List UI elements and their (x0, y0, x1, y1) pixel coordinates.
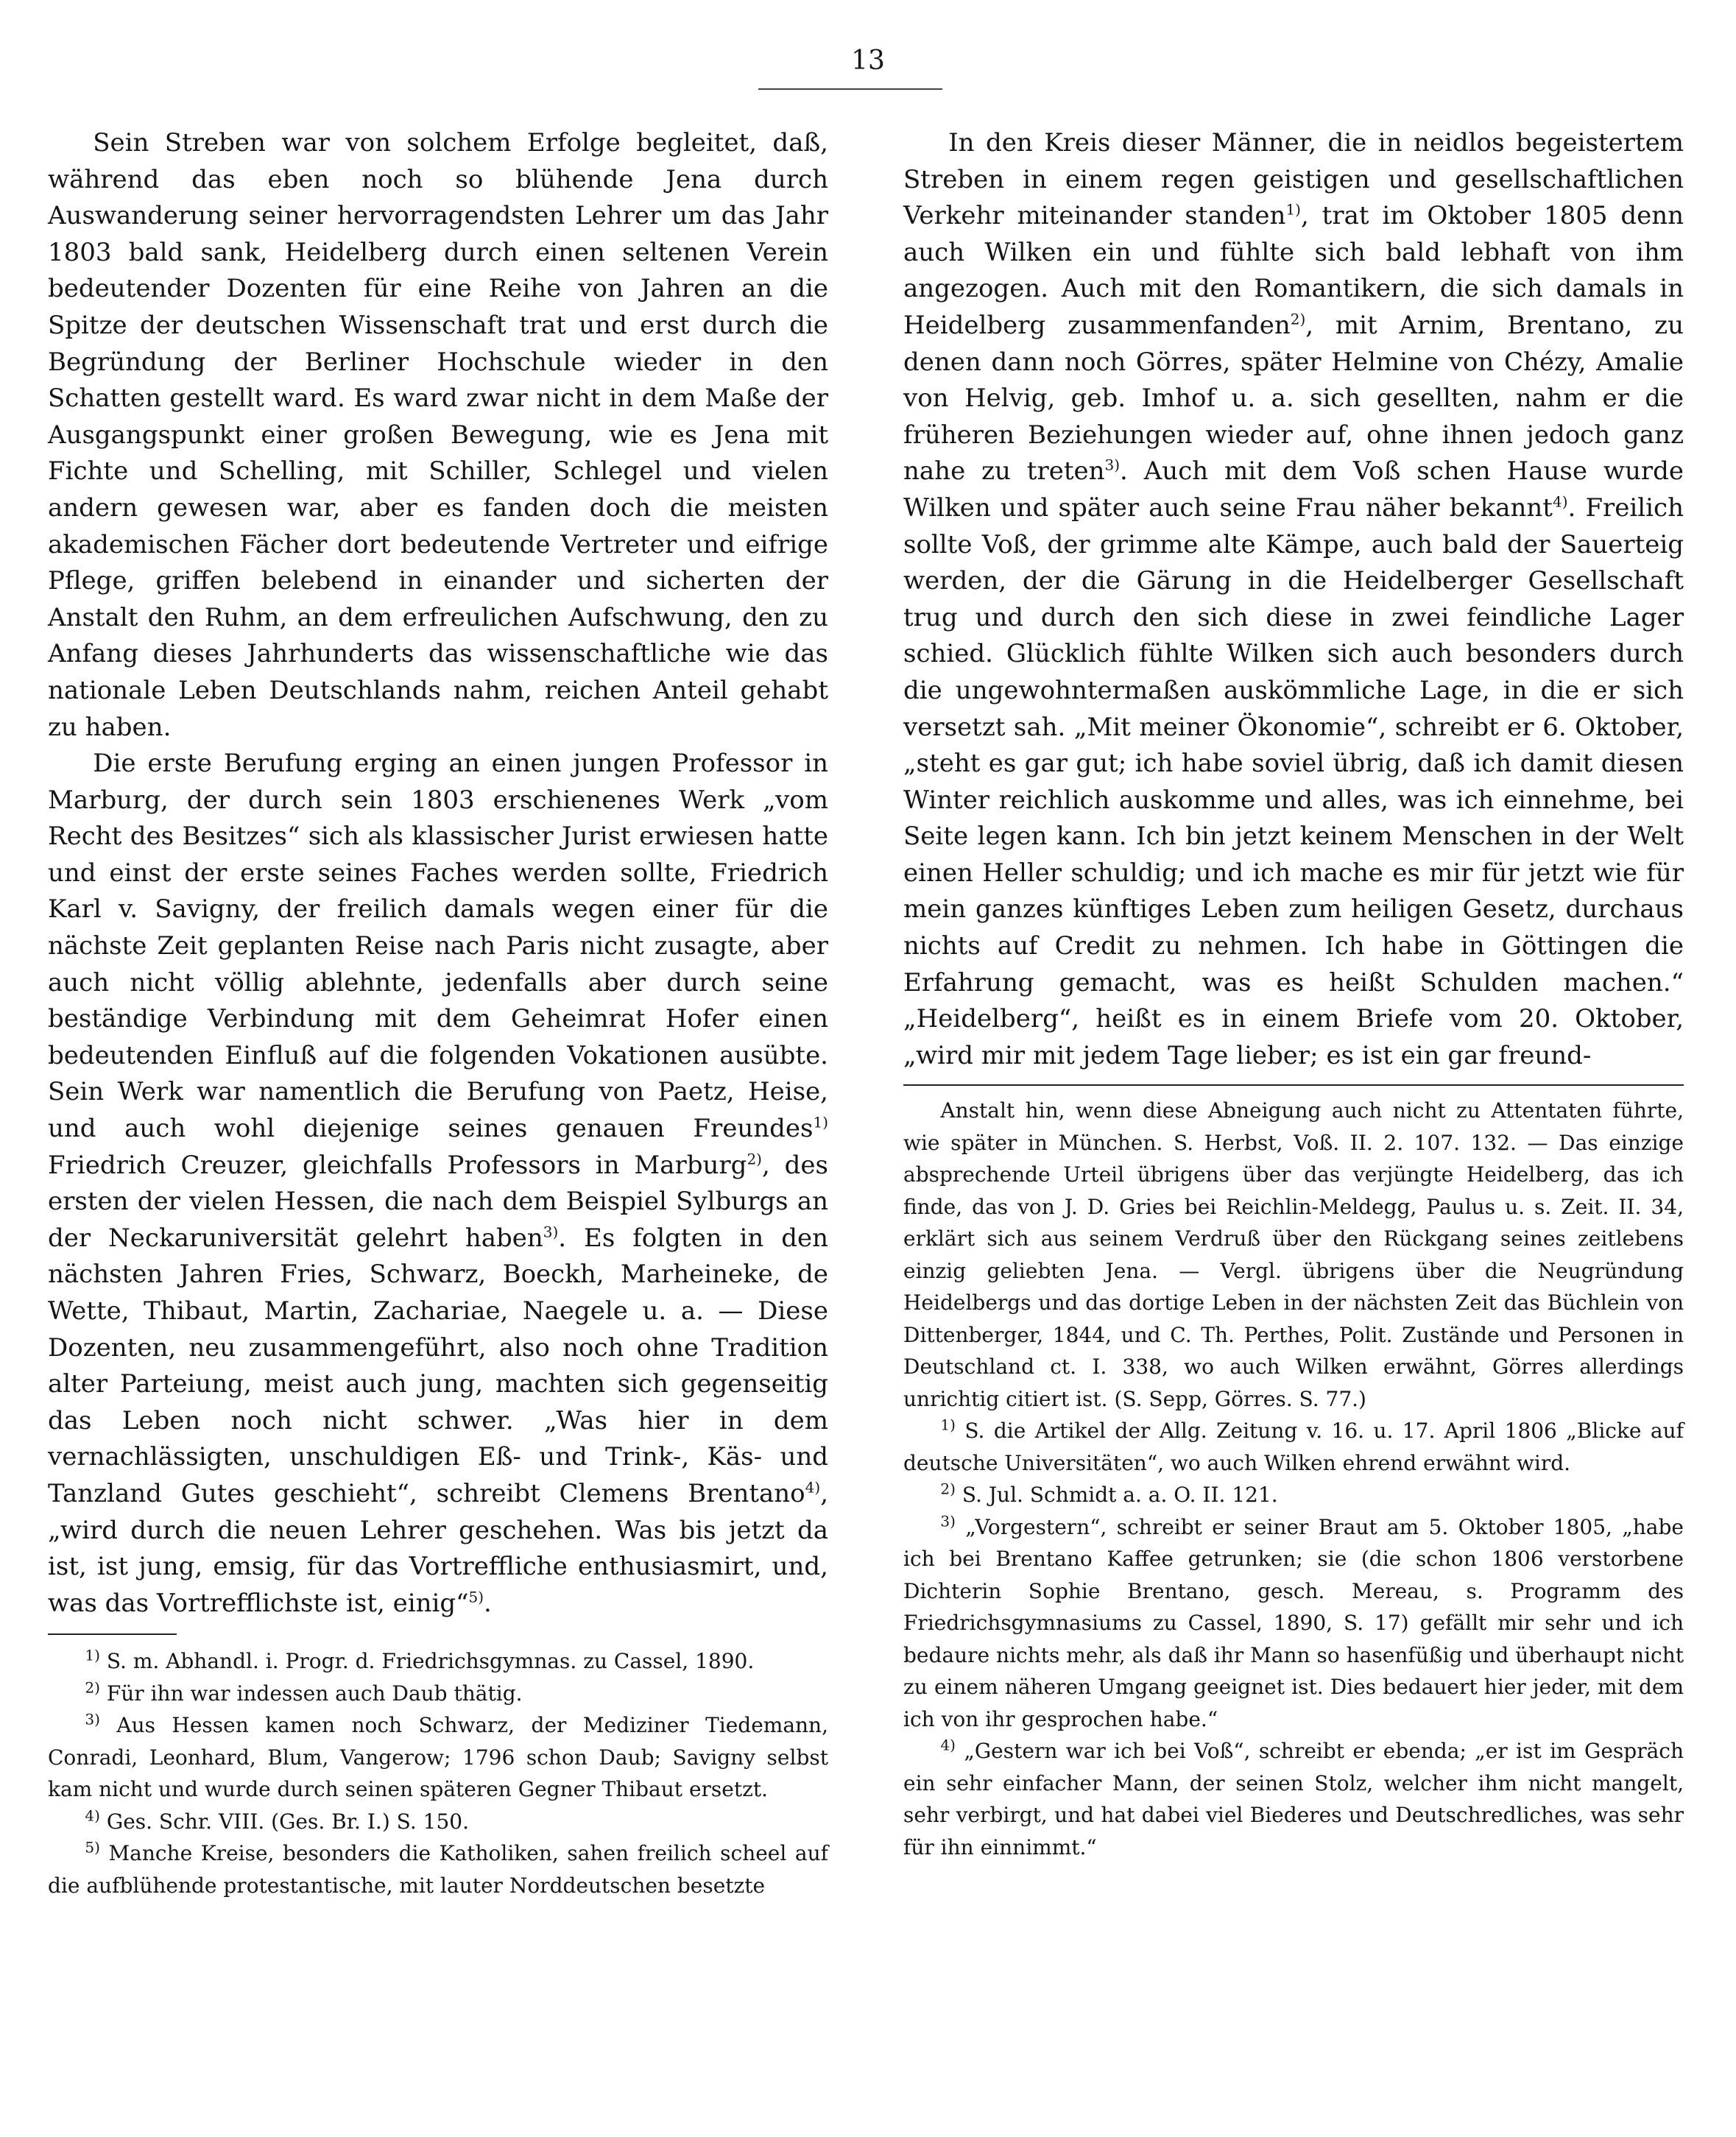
left-paragraph-1: Sein Streben war von solchem Erfolge begleitet, daß, während das eben noch so blühende Jena durch Auswanderung seiner hervorragendsten Lehrer um das Jahr 1803 bald sank, Heidelberg durch einen seltenen Verein bedeutender Dozenten für eine Reihe von Jahren an die Spitze der deutschen Wissenschaft trat und erst durch die Begründung der Berliner Hochschule wieder in den Schatten gestellt ward. Es ward zwar nicht in dem Maße der Ausgangspunkt einer großen Bewegung, wie es Jena mit Fichte und Schelling, mit Schiller, Schlegel und vielen andern gewesen war, aber es fanden doch die meisten akademischen Fächer dort bedeutende Vertreter und eifrige Pflege, griffen belebend in einander und sicherten der Anstalt den Ruhm, an dem erfreulichen Aufschwung, den zu Anfang dieses Jahrhunderts das wissenschaftliche wie das nationale Leben Deutschlands nahm, reichen Anteil gehabt zu haben. (48, 128, 828, 742)
left-paragraph-2-text-b: Friedrich Creuzer, gleichfalls Professors in Marburg (48, 1150, 747, 1180)
page-number: 13 (851, 46, 885, 76)
footnote-rule-right (903, 1084, 1684, 1086)
footnote-mark: 1) (940, 1416, 956, 1435)
left-paragraph-2-text-c: , des ersten der vielen Hessen, die nach dem Beispiel Sylburgs an der Neckaruniversität gelehrt haben (48, 1150, 828, 1253)
footnote-rule-left (48, 1633, 177, 1635)
footnote-text: S. die Artikel der Allg. Zeitung v. 16. u. 17. April 1806 „Blicke auf deutsche Universitäten“, wo auch Wilken ehrend erwähnt wird. (903, 1419, 1684, 1475)
footnote-right-3 (903, 1511, 1684, 1736)
header-rule (758, 88, 942, 90)
footnote-ref-3: 3) (543, 1223, 559, 1241)
footnote-mark: 3) (85, 1711, 100, 1729)
left-paragraph-2 (48, 746, 828, 1622)
footnote-mark: 2) (940, 1480, 956, 1499)
footnote-text: S. Jul. Schmidt a. a. O. II. 121. (961, 1483, 1278, 1508)
footnote-text: Manche Kreise, besonders die Katholiken, sahen freilich scheel auf die aufblühende protestantische, mit lauter Norddeutschen besetzte (48, 1841, 828, 1898)
footnote-mark: 2) (85, 1678, 100, 1697)
right-paragraph-1-text-d: . Auch mit dem Voß schen Hause wurde Wilken und später auch seine Frau näher bekannt (903, 456, 1684, 523)
left-paragraph-2-text-a: Die erste Berufung erging an einen jungen Professor in Marburg, der durch sein 1803 erschienenes Werk „vom Recht des Besitzes“ sich als klassischer Jurist erwiesen hatte und einst der erste seines Faches werden sollte, Friedrich Karl v. Savigny, der freilich damals wegen einer für die nächste Zeit geplanten Reise nach Paris nicht zusagte, aber auch nicht völlig ablehnte, jedenfalls aber durch seine beständige Verbindung mit dem Geheimrat Hofer einen bedeutenden Einfluß auf die folgenden Vokationen ausübte. Sein Werk war namentlich die Berufung von Paetz, Heise, und auch wohl diejenige seines genauen Freundes (48, 749, 828, 1144)
right-paragraph-1-text-b: , trat im Oktober 1805 denn auch Wilken ein und fühlte sich bald lebhaft von ihm angezogen. Auch mit den Romantikern, die sich damals in Heidelberg zusammenfanden (903, 201, 1684, 340)
footnote-ref-4: 4) (805, 1478, 821, 1497)
footnote-text: „Gestern war ich bei Voß“, schreibt er ebenda; „er ist im Gespräch ein sehr einfacher Mann, der seinen Stolz, welcher ihm nicht mangelt, sehr verbirgt, und hat dabei viel Biederes und Deutschredliches, was sehr für ihn einnimmt.“ (903, 1739, 1684, 1859)
footnote-ref-5: 5) (468, 1588, 484, 1606)
footnote-ref-1: 1) (813, 1113, 828, 1131)
footnote-left-4 (48, 1806, 828, 1838)
right-column (903, 125, 1684, 1863)
right-paragraph-1 (903, 125, 1684, 1074)
footnote-mark: 5) (85, 1839, 100, 1857)
right-paragraph-1-text-e: . Freilich sollte Voß, der grimme alte Kämpe, auch bald der Sauerteig werden, der die Gärung in die Heidelberger Gesellschaft trug und durch den sich diese in zwei feindliche Lager schied. Glücklich fühlte Wilken sich auch besonders durch die ungewohntermaßen auskömmliche Lage, in die er sich versetzt sah. „Mit meiner Ökonomie“, schreibt er 6. Oktober, „steht es gar gut; ich habe soviel übrig, daß ich damit diesen Winter reichlich auskomme und alles, was ich einnehme, bei Seite legen kann. Ich bin jetzt keinem Menschen in der Welt einen Heller schuldig; und ich mache es mir für jetzt wie für mein ganzes künftiges Leben zum heiligen Gesetz, durchaus nichts auf Credit zu nehmen. Ich habe in Göttingen die Erfahrung gemacht, was es heißt Schulden machen.“ „Heidelberg“, heißt es in einem Briefe vom 20. Oktober, „wird mir mit jedem Tage lieber; es ist ein gar freund- (903, 492, 1684, 1070)
footnote-left-5 (48, 1837, 828, 1901)
footnotes-left (48, 1645, 828, 1901)
footnote-mark: 4) (940, 1737, 956, 1755)
left-paragraph-2-text-f: . (484, 1588, 492, 1618)
left-paragraph-2-text-d: . Es folgten in den nächsten Jahren Fries, Schwarz, Boeckh, Marheineke, de Wette, Thibaut, Martin, Zachariae, Naegele u. a. — Diese Dozenten, neu zusammengeführt, also noch ohne Tradition alter Parteiung, meist auch jung, machten sich gegenseitig das Leben noch nicht schwer. „Was hier in dem vernachlässigten, unschuldigen Eß- und Trink-, Käs- und Tanzland Gutes geschieht“, schreibt Clemens Brentano (48, 1223, 828, 1508)
footnote-ref-1: 1) (1285, 200, 1301, 219)
footnote-text: Ges. Schr. VIII. (Ges. Br. I.) S. 150. (106, 1809, 469, 1834)
left-column (48, 125, 828, 1901)
footnote-text: „Vorgestern“, schreibt er seiner Braut am 5. Oktober 1805, „habe ich bei Brentano Kaffee getrunken; sie (die schon 1806 verstorbene Dichterin Sophie Brentano, gesch. Mereau, s. Programm des Friedrichsgymnasiums zu Cassel, 1890, S. 17) gefällt mir sehr und ich bedaure nichts mehr, als daß ihr Mann so hasenfüßig und überhaupt nicht zu einem näheren Umgang geeignet ist. Dies bedauert hier jeder, mit dem ich von ihr gesprochen habe.“ (903, 1514, 1684, 1731)
footnote-ref-2: 2) (1290, 310, 1306, 328)
footnote-ref-3: 3) (1104, 456, 1121, 475)
footnote-left-1 (48, 1645, 828, 1678)
footnote-text: Aus Hessen kamen noch Schwarz, der Mediziner Tiedemann, Conradi, Leonhard, Blum, Vangerow; 1796 schon Daub; Savigny selbst kam nicht und wurde durch seinen späteren Gegner Thibaut ersetzt. (48, 1713, 828, 1802)
left-paragraph-2-text-e: , „wird durch die neuen Lehrer geschehen. Was bis jetzt da ist, ist jung, emsig, für das Vortreffliche enthusiasmirt, und, was das Vortrefflichste ist, einig“ (48, 1478, 828, 1618)
footnote-continuation: Anstalt hin, wenn diese Abneigung auch nicht zu Attentaten führte, wie später in München. S. Herbst, Voß. II. 2. 107. 132. — Das einzige absprechende Urteil übrigens über das verjüngte Heidelberg, das ich finde, das von J. D. Gries bei Reichlin-Meldegg, Paulus u. s. Zeit. II. 34, erklärt sich aus seinem Verdruß über den Rückgang seines zeitlebens einzig geliebten Jena. — Vergl. übrigens über die Neugründung Heidelbergs und das dortige Leben in der nächsten Zeit das Büchlein von Dittenberger, 1844, und C. Th. Perthes, Polit. Zustände und Personen in Deutschland ct. I. 338, wo auch Wilken erwähnt, Görres allerdings unrichtig citiert ist. (S. Sepp, Görres. S. 77.) (903, 1098, 1684, 1411)
right-paragraph-1-text-a: In den Kreis dieser Männer, die in neidlos begeistertem Streben in einem regen geistigen und gesellschaftlichen Verkehr miteinander standen (903, 128, 1684, 231)
footnote-left-3 (48, 1709, 828, 1806)
footnote-text: S. m. Abhandl. i. Progr. d. Friedrichsgymnas. zu Cassel, 1890. (106, 1649, 755, 1674)
footnote-right-4 (903, 1735, 1684, 1863)
footnote-ref-2: 2) (747, 1150, 762, 1168)
footnotes-right (903, 1095, 1684, 1863)
footnote-right-2 (903, 1479, 1684, 1511)
right-paragraph-1-text-c: , mit Arnim, Brentano, zu denen dann noch Görres, später Helmine von Chézy, Amalie von Helvig, geb. Imhof u. a. sich gesellten, nahm er die früheren Beziehungen wieder auf, ohne ihnen jedoch ganz nahe zu treten (903, 310, 1684, 487)
footnote-mark: 4) (85, 1806, 100, 1825)
footnote-text: Für ihn war indessen auch Daub thätig. (106, 1681, 523, 1706)
footnote-ref-4: 4) (1552, 492, 1568, 511)
footnote-mark: 3) (940, 1512, 956, 1530)
footnote-left-2 (48, 1678, 828, 1710)
footnote-mark: 1) (85, 1647, 100, 1665)
footnote-right-1 (903, 1415, 1684, 1479)
